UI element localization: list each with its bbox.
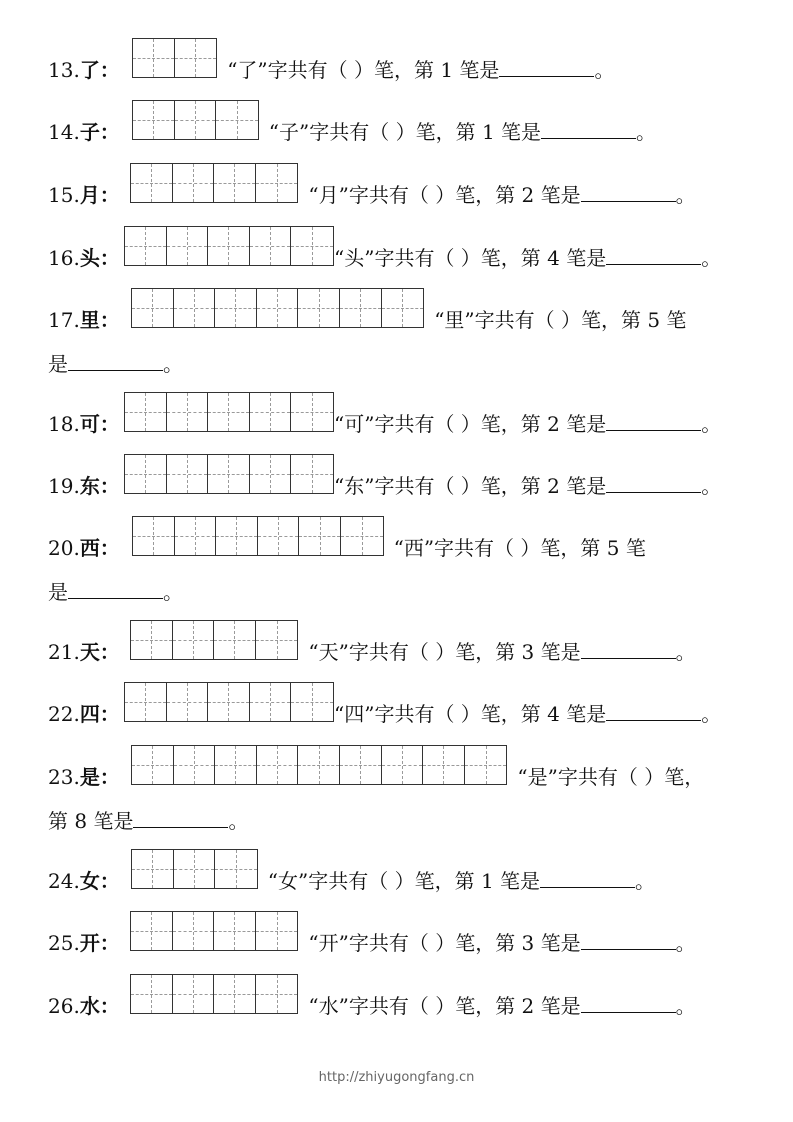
question-prompt: “女”字共有（ ）笔，第 1 笔是 [267, 869, 541, 893]
answer-blank[interactable] [581, 931, 676, 950]
answer-blank[interactable] [499, 58, 594, 77]
item-number: 20. [48, 536, 80, 560]
tianzige-cell[interactable] [131, 975, 173, 1013]
question-text [334, 412, 721, 436]
tianzige-cell[interactable] [167, 683, 209, 721]
item-number: 15. [48, 183, 80, 207]
item-number: 22. [48, 702, 80, 726]
sentence-end: 。 [163, 580, 183, 604]
question-text [268, 869, 655, 893]
answer-blank[interactable] [606, 702, 701, 721]
item-character: 四： [79, 702, 120, 726]
item-label [48, 702, 120, 726]
question-prompt: “子”字共有（ ）笔，第 1 笔是 [268, 120, 542, 144]
item-character: 是： [79, 765, 120, 789]
tianzige-cell[interactable] [257, 289, 299, 327]
tianzige-cell[interactable] [167, 227, 209, 265]
tianzige-cell[interactable] [215, 289, 257, 327]
tianzige-cell[interactable] [382, 746, 424, 784]
item-label [48, 120, 120, 144]
question-prompt: “开”字共有（ ）笔，第 3 笔是 [308, 931, 581, 955]
question-prompt: “月”字共有（ ）笔，第 2 笔是 [308, 183, 581, 207]
tianzige-cell[interactable] [208, 455, 250, 493]
tianzige-cell[interactable] [214, 975, 256, 1013]
question-prompt: “东”字共有（ ）笔，第 2 笔是 [334, 474, 607, 498]
item-label [48, 640, 120, 664]
item-number: 14. [48, 120, 80, 144]
tianzige-cell[interactable] [132, 850, 174, 888]
tianzige-cell[interactable] [167, 455, 209, 493]
sentence-end: 。 [701, 246, 722, 270]
question-text [308, 640, 695, 664]
stroke-writing-grid[interactable] [131, 745, 507, 785]
answer-blank[interactable] [581, 640, 676, 659]
tianzige-cell[interactable] [208, 393, 250, 431]
item-label [48, 536, 120, 560]
item-number: 19. [48, 474, 80, 498]
tianzige-cell[interactable] [174, 850, 216, 888]
stroke-writing-grid[interactable] [124, 392, 334, 432]
question-text [394, 536, 646, 560]
question-text [308, 183, 695, 207]
tianzige-cell[interactable] [250, 227, 292, 265]
tianzige-cell[interactable] [382, 289, 424, 327]
tianzige-cell[interactable] [291, 227, 333, 265]
item-label [48, 183, 120, 207]
tianzige-cell[interactable] [214, 912, 256, 950]
tianzige-cell[interactable] [340, 746, 382, 784]
tianzige-cell[interactable] [214, 621, 256, 659]
tianzige-cell[interactable] [173, 912, 215, 950]
question-continuation [48, 809, 248, 833]
item-label [48, 931, 120, 955]
tianzige-cell[interactable] [131, 621, 173, 659]
answer-blank[interactable] [581, 183, 676, 202]
tianzige-cell[interactable] [125, 227, 167, 265]
item-character: 子： [79, 120, 120, 144]
stroke-writing-grid[interactable] [124, 454, 334, 494]
answer-blank[interactable] [541, 120, 636, 139]
item-character: 女： [79, 869, 120, 893]
question-text [434, 308, 686, 332]
tianzige-cell[interactable] [299, 517, 341, 555]
item-label [48, 412, 120, 436]
tianzige-cell[interactable] [125, 683, 167, 721]
stroke-writing-grid[interactable] [124, 226, 334, 266]
question-text [334, 702, 721, 726]
tianzige-cell[interactable] [173, 164, 215, 202]
tianzige-cell[interactable] [250, 683, 292, 721]
item-character: 里： [79, 308, 120, 332]
stroke-writing-grid[interactable] [130, 163, 298, 203]
item-character: 天： [79, 640, 120, 664]
stroke-writing-grid[interactable] [132, 38, 217, 78]
answer-blank[interactable] [581, 994, 676, 1013]
question-prompt: “里”字共有（ ）笔，第 5 笔 [434, 308, 687, 332]
stroke-writing-grid[interactable] [132, 516, 384, 556]
tianzige-cell[interactable] [208, 683, 250, 721]
tianzige-cell[interactable] [131, 912, 173, 950]
tianzige-cell[interactable] [133, 39, 175, 77]
tianzige-cell[interactable] [291, 683, 333, 721]
answer-blank[interactable] [68, 352, 163, 371]
answer-blank[interactable] [606, 412, 701, 431]
item-number: 18. [48, 412, 80, 436]
item-character: 东： [79, 474, 120, 498]
item-label [48, 994, 120, 1018]
tianzige-cell[interactable] [216, 517, 258, 555]
question-text [308, 931, 695, 955]
question-prompt: “是”字共有（ ）笔， [517, 765, 705, 789]
item-label [48, 246, 120, 270]
stroke-writing-grid[interactable] [131, 849, 258, 889]
tianzige-cell[interactable] [175, 39, 217, 77]
stroke-writing-grid[interactable] [124, 682, 334, 722]
answer-blank[interactable] [133, 809, 228, 828]
item-number: 17. [48, 308, 80, 332]
tianzige-cell[interactable] [298, 289, 340, 327]
question-prompt: “头”字共有（ ）笔，第 4 笔是 [334, 246, 607, 270]
sentence-end: 。 [635, 869, 656, 893]
sentence-end: 。 [636, 120, 657, 144]
item-number: 23. [48, 765, 80, 789]
tianzige-cell[interactable] [174, 289, 216, 327]
tianzige-cell[interactable] [125, 393, 167, 431]
tianzige-cell[interactable] [133, 101, 175, 139]
sentence-end: 。 [701, 474, 722, 498]
sentence-end: 。 [675, 931, 696, 955]
item-number: 25. [48, 931, 80, 955]
tianzige-cell[interactable] [131, 164, 173, 202]
footer-url: http://zhiyugongfang.cn [318, 1070, 475, 1085]
item-number: 16. [48, 246, 80, 270]
tianzige-cell[interactable] [132, 746, 174, 784]
sentence-end: 。 [701, 702, 722, 726]
stroke-writing-grid[interactable] [130, 620, 298, 660]
tianzige-cell[interactable] [132, 289, 174, 327]
tianzige-cell[interactable] [257, 746, 299, 784]
question-text [269, 120, 656, 144]
item-character: 月： [79, 183, 120, 207]
tianzige-cell[interactable] [298, 746, 340, 784]
question-prompt: “可”字共有（ ）笔，第 2 笔是 [334, 412, 607, 436]
tianzige-cell[interactable] [258, 517, 300, 555]
answer-blank[interactable] [606, 246, 701, 265]
sentence-end: 。 [675, 183, 696, 207]
sentence-end: 。 [675, 994, 696, 1018]
answer-blank[interactable] [68, 580, 163, 599]
stroke-writing-grid[interactable] [130, 974, 298, 1014]
question-continuation [48, 580, 183, 604]
sentence-end: 。 [701, 412, 722, 436]
sentence-end: 。 [163, 352, 183, 376]
question-prompt: “了”字共有（ ）笔，第 1 笔是 [227, 58, 500, 82]
tianzige-cell[interactable] [215, 850, 257, 888]
sentence-end: 。 [594, 58, 615, 82]
tianzige-cell[interactable] [167, 393, 209, 431]
answer-blank[interactable] [540, 869, 635, 888]
sentence-end: 。 [228, 809, 249, 833]
item-character: 了： [79, 58, 120, 82]
question-text [308, 994, 695, 1018]
tianzige-cell[interactable] [125, 455, 167, 493]
tianzige-cell[interactable] [291, 455, 333, 493]
question-prompt: “水”字共有（ ）笔，第 2 笔是 [308, 994, 581, 1018]
tianzige-cell[interactable] [256, 164, 298, 202]
tianzige-cell[interactable] [250, 393, 292, 431]
tianzige-cell[interactable] [256, 912, 298, 950]
question-text [517, 765, 704, 789]
answer-blank[interactable] [606, 474, 701, 493]
question-text [227, 58, 614, 82]
tianzige-cell[interactable] [175, 517, 217, 555]
sentence-end: 。 [675, 640, 696, 664]
tianzige-cell[interactable] [256, 621, 298, 659]
tianzige-cell[interactable] [341, 517, 383, 555]
item-number: 13. [48, 58, 80, 82]
tianzige-cell[interactable] [215, 746, 257, 784]
stroke-writing-grid[interactable] [132, 100, 259, 140]
tianzige-cell[interactable] [133, 517, 175, 555]
item-number: 24. [48, 869, 80, 893]
item-label [48, 474, 120, 498]
tianzige-cell[interactable] [175, 101, 217, 139]
question-continuation [48, 352, 183, 376]
tianzige-cell[interactable] [291, 393, 333, 431]
item-character: 头： [79, 246, 120, 270]
item-character: 西： [79, 536, 120, 560]
tianzige-cell[interactable] [173, 975, 215, 1013]
tianzige-cell[interactable] [173, 621, 215, 659]
tianzige-cell[interactable] [340, 289, 382, 327]
tianzige-cell[interactable] [174, 746, 216, 784]
stroke-writing-grid[interactable] [130, 911, 298, 951]
tianzige-cell[interactable] [423, 746, 465, 784]
tianzige-cell[interactable] [256, 975, 298, 1013]
item-character: 可： [79, 412, 120, 436]
item-label [48, 58, 120, 82]
tianzige-cell[interactable] [250, 455, 292, 493]
tianzige-cell[interactable] [465, 746, 507, 784]
item-number: 21. [48, 640, 80, 664]
question-text [334, 246, 721, 270]
tianzige-cell[interactable] [216, 101, 258, 139]
question-prompt: “天”字共有（ ）笔，第 3 笔是 [308, 640, 581, 664]
stroke-writing-grid[interactable] [131, 288, 424, 328]
item-label [48, 765, 120, 789]
item-label [48, 869, 120, 893]
continuation-text: 是 [48, 580, 68, 604]
continuation-text: 是 [48, 352, 68, 376]
question-prompt: “西”字共有（ ）笔，第 5 笔 [393, 536, 646, 560]
question-prompt: “四”字共有（ ）笔，第 4 笔是 [334, 702, 607, 726]
tianzige-cell[interactable] [214, 164, 256, 202]
continuation-text: 第 8 笔是 [48, 809, 134, 833]
question-text [334, 474, 721, 498]
tianzige-cell[interactable] [208, 227, 250, 265]
item-number: 26. [48, 994, 80, 1018]
item-label [48, 308, 120, 332]
item-character: 开： [79, 931, 120, 955]
item-character: 水： [79, 994, 120, 1018]
